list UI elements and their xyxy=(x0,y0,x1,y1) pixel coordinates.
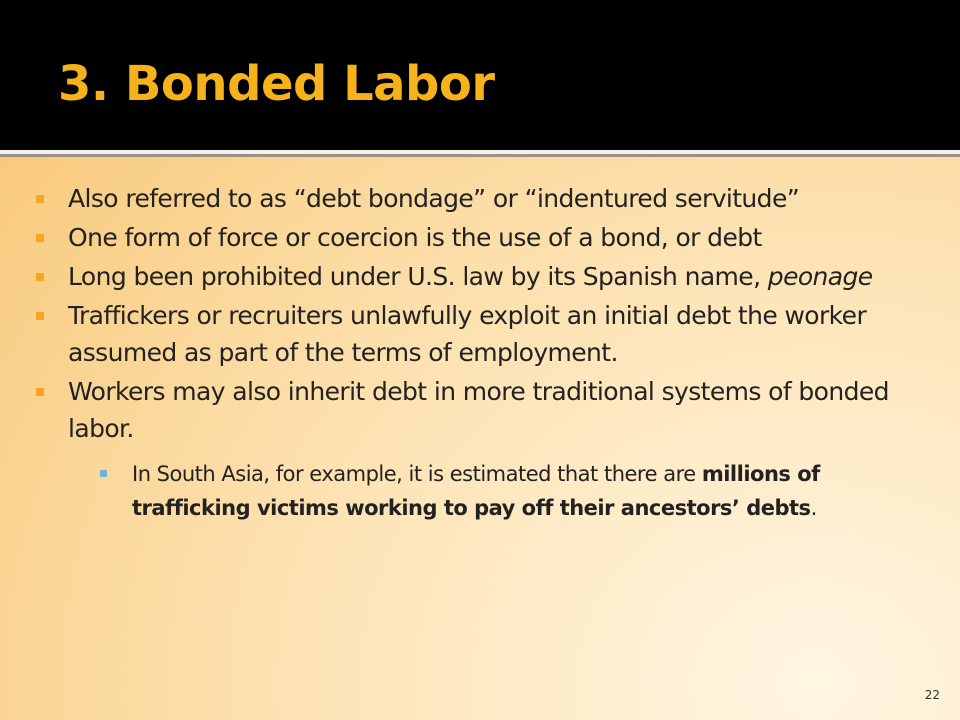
bullet-item xyxy=(36,373,936,525)
bullet-text: Long been prohibited under U.S. law by its Spanish name, xyxy=(68,262,768,291)
bullet-text: One form of force or coercion is the use of a bond, or debt xyxy=(68,223,762,252)
sub-bullet-list xyxy=(100,457,936,525)
square-bullet-icon xyxy=(36,234,44,242)
slide-body xyxy=(36,180,936,527)
sub-bullet-bold-text: millions of trafficking victims working to pay off their ancestors’ debts xyxy=(132,462,820,520)
square-sub-bullet-icon xyxy=(100,470,107,477)
bullet-text: Workers may also inherit debt in more traditional systems of bonded labor. xyxy=(68,377,889,443)
sub-bullet-item xyxy=(100,457,936,525)
square-bullet-icon xyxy=(36,273,44,281)
bullet-text: Also referred to as “debt bondage” or “indentured servitude” xyxy=(68,184,800,213)
square-bullet-icon xyxy=(36,312,44,320)
bullet-item xyxy=(36,297,936,371)
slide-number: 22 xyxy=(924,688,940,702)
title-bar xyxy=(0,0,960,150)
sub-bullet-text: In South Asia, for example, it is estimated that there are xyxy=(132,462,702,486)
bullet-italic-term: peonage xyxy=(767,262,873,291)
title-divider-shadow xyxy=(0,154,960,157)
square-bullet-icon xyxy=(36,195,44,203)
slide-title: 3. Bonded Labor xyxy=(58,56,495,112)
sub-bullet-text-end: . xyxy=(810,496,817,520)
bullet-item xyxy=(36,258,936,295)
bullet-list xyxy=(36,180,936,525)
square-bullet-icon xyxy=(36,388,44,396)
bullet-item xyxy=(36,219,936,256)
bullet-text: Traffickers or recruiters unlawfully exploit an initial debt the worker assumed as part of the terms of employment. xyxy=(68,301,867,367)
bullet-item xyxy=(36,180,936,217)
